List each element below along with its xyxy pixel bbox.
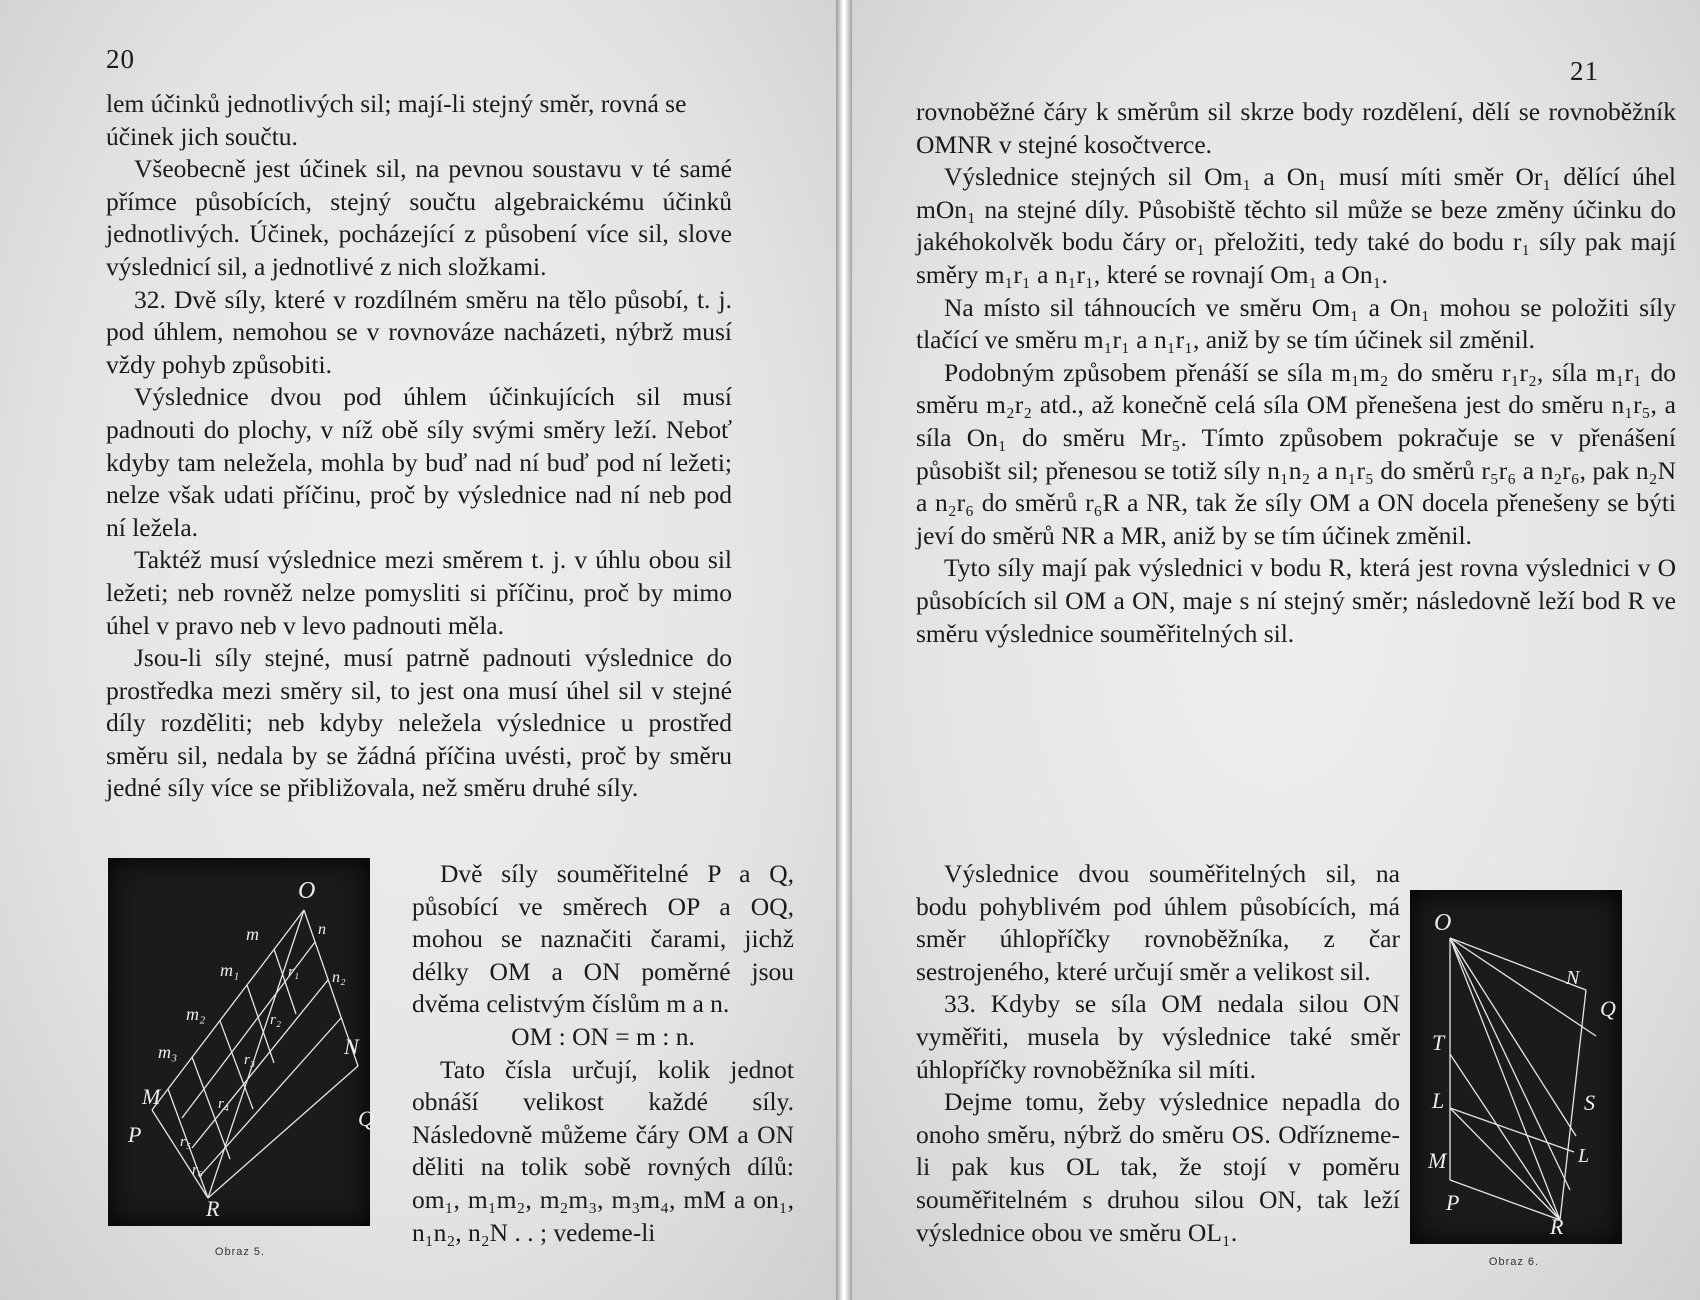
paragraph: rovnoběžné čáry k směrům sil skrze body rozdělení, dělí se rovnoběžník OMNR v stejné kosočtverce. [916, 97, 1676, 159]
label-Q: Q [358, 1106, 374, 1131]
text-line: účinek jich součtu. [106, 121, 298, 151]
left-page [0, 0, 836, 1300]
paragraph: Podobným způsobem přenáší se síla m₁m₂ do směru r₁r₂, síla m₁r₁ do směru m₂r₂ atd., až konečně celá síla OM přenešena jest do směru n₁r₅, a síla On₁ do směru Mr₅. Tímto způsobem pokračuje se v přenášení působišt sil; přenesou se totiž síly n₁n₂ a n₁r₅ do směrů r₅r₆ a n₂r₆, pak n₂N a n₂r₆ do směrů r₆R a NR, tak že síly OM a ON docela přenešeny se býti jeví do směrů NR a MR, aniž by se tím účinek změnil. [916, 357, 1676, 550]
label-n: n [318, 921, 326, 938]
paragraph: 32. Dvě síly, které v rozdílném směru na tělo působí, t. j. pod úhlem, nemohou se v rovnováze nacházeti, nýbrž musí vždy pohyb způsobiti. [106, 284, 732, 379]
paragraph: Jsou-li síly stejné, musí patrně padnouti výslednice do prostředka mezi směry sil, to jest ona musí úhel sil v stejné díly rozděliti; neb kdyby neležela výslednice u prostřed směru sil, nedala by se žádná příčina uvésti, proč by směru jedné síly více se přibližovala, než směru druhé síly. [106, 643, 732, 803]
label-r3: r₃ [244, 1052, 256, 1068]
label-r6: r₆ [192, 1162, 204, 1178]
text-line: lem účinků jednotlivých sil; mají-li stejný směr, rovná se [106, 89, 687, 118]
side-text [916, 858, 1400, 1249]
page-number: 20 [106, 44, 135, 74]
label-r5: r₅ [180, 1134, 192, 1150]
side-text [412, 858, 794, 1249]
paragraph: 33. Kdyby se síla OM nedala silou ON vyměřiti, musela by výslednice také směr úhlopříčky rovnoběžníka sil míti. [916, 989, 1400, 1084]
label-M: M [142, 1084, 161, 1109]
book-gutter [836, 0, 852, 1300]
label-n2: n₂ [332, 969, 346, 986]
main-text [916, 96, 1676, 650]
figure-6 [1410, 890, 1622, 1244]
paragraph: Taktéž musí výslednice mezi směrem t. j. v úhlu obou sil ležeti; neb rovněž nelze pomysliti si příčinu, proč by mimo úhel v pravo neb v levo padnouti měla. [106, 545, 732, 640]
paragraph: Všeobecně jest účinek sil, na pevnou soustavu v té samé přímce působících, stejný součtu algebraickému účinků jednotlivých. Účinek, pocházející z působení více sil, slove výslednicí sil, a jednotlivé z nich složkami. [106, 154, 732, 281]
label-N: N [344, 1034, 359, 1059]
paragraph: Na místo sil táhnoucích ve směru Om₁ a On₁ mohou se položiti síly tlačící ve směru m₁r₁ a n₁r₁, aniž by se tím účinek sil změnil. [916, 292, 1676, 355]
label-L1: L [1578, 1145, 1590, 1167]
figure-caption: Obraz 6. [1488, 1256, 1540, 1268]
label-R: R [206, 1196, 220, 1221]
label-m: m [246, 924, 259, 944]
label-m3: m₃ [158, 1042, 178, 1062]
figure-5 [108, 858, 374, 1226]
label-N: N [1566, 967, 1580, 989]
label-m2: m₂ [186, 1004, 206, 1024]
paragraph: Dejme tomu, žeby výslednice nepadla do onoho směru, nýbrž do směru OS. Odřízneme-li pak kus OL tak, že stojí v poměru souměřitelném s druhou silou ON, tak leží výslednice obou ve směru OL₁. [916, 1087, 1400, 1247]
paragraph: Dvě síly souměřitelné P a Q, působící ve směrech OP a OQ, mohou se naznačiti čarami, jichž délky OM a ON poměrné jsou dvěma celistvým číslům m a n. [412, 859, 794, 1019]
label-S: S [1584, 1090, 1595, 1115]
label-m1: m₁ [220, 960, 240, 980]
label-R: R [1550, 1214, 1564, 1239]
right-page [852, 0, 1700, 1300]
label-O: O [1434, 910, 1452, 936]
formula: OM : ON = m : n. [511, 1021, 695, 1051]
page-number: 21 [1570, 56, 1599, 86]
label-T: T [1432, 1030, 1445, 1055]
paragraph: Tato čísla určují, kolik jednot obnáší velikost každé síly. Následovně můžeme čáry OM a ON děliti na tolik sobě rovných dílů: om₁, m₁m₂, m₂m₃, m₃m₄, mM a on₁, n₁n₂, n₂N . . ; vedeme-li [412, 1054, 794, 1247]
label-r1: r₁ [288, 964, 300, 980]
label-P: P [128, 1122, 142, 1147]
paragraph: Výslednice dvou pod úhlem účinkujících sil musí padnouti do plochy, v níž obě síly svými směry leží. Neboť kdyby tam neležela, mohla by buď nad ní buď pod ní ležeti; nelze však udati příčinu, proč by výslednice nad ní neb pod ní ležela. [106, 382, 732, 542]
figure-caption: Obraz 5. [214, 1246, 266, 1258]
paragraph: Tyto síly mají pak výslednici v bodu R, která jest rovna výslednici v O působících sil OM a ON, maje s ní stejný směr; následovně leží bod R ve směru výslednice souměřitelných sil. [916, 553, 1676, 648]
label-r4: r₄ [218, 1096, 230, 1112]
main-text [106, 88, 732, 805]
parallelogram-diagram [108, 858, 374, 1226]
paragraph: Výslednice stejných sil Om₁ a On₁ musí míti směr Or₁ dělící úhel mOn₁ na stejné díly. Působiště těchto sil může se beze změny účinku do jakéhokolvěk bodu čáry or₁ přeložiti, tedy také do bodu r₁ síly pak mají směry m₁r₁ a n₁r₁, které se rovnají Om₁ a On₁. [916, 162, 1676, 289]
parallelogram-diagram [1410, 890, 1622, 1244]
paragraph: Výslednice dvou souměřitelných sil, na bodu pohyblivém pod úhlem působících, má směr úhlopříčky rovnoběžníka, z čar sestrojeného, které určují směr a velikost sil. [916, 859, 1400, 986]
label-Q: Q [1600, 996, 1616, 1021]
label-P: P [1446, 1190, 1460, 1215]
label-O: O [298, 878, 316, 904]
label-r2: r₂ [270, 1012, 282, 1028]
label-M: M [1428, 1148, 1447, 1173]
label-L: L [1432, 1088, 1445, 1113]
